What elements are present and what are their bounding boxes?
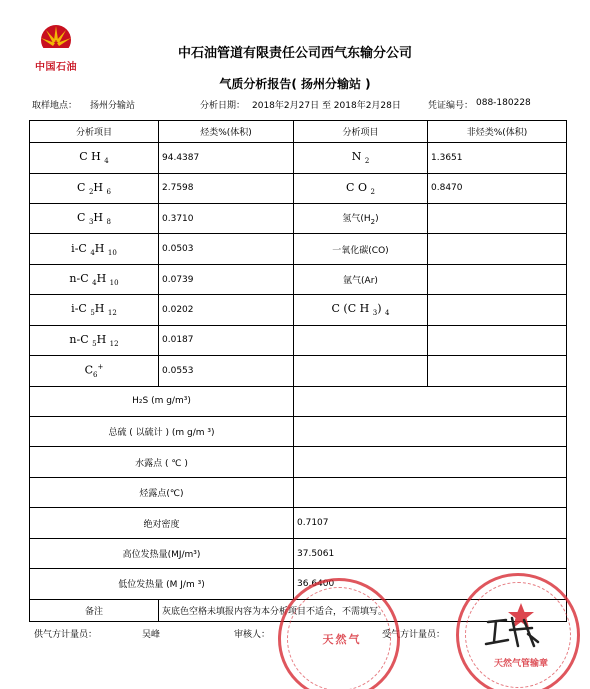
table-row	[30, 417, 567, 447]
table-row	[30, 203, 567, 233]
location-value: 扬州分输站	[90, 101, 136, 111]
table-header-row	[30, 121, 567, 143]
component-h2: 氢气$(H_2)$	[294, 203, 428, 233]
value-c6plus: 0.0553	[159, 356, 294, 386]
h2-label: 氢气(H	[342, 214, 371, 225]
value-n2: 1.3651	[428, 143, 567, 173]
analysis-table	[29, 120, 567, 622]
value-c3h8: 0.3710	[159, 203, 294, 233]
location-label: 取样地点：	[32, 101, 78, 111]
value-net-calorific: 36.6400	[294, 569, 567, 599]
component-nc4h10: n-C $_4$H $_{10}$	[30, 264, 159, 294]
component-c6plus: $C_6^+$	[30, 356, 159, 386]
value-water-dew-point	[294, 447, 567, 477]
value-total-sulfur	[294, 417, 567, 447]
component-ic5h12: i-C $_5$H $_{12}$	[30, 295, 159, 325]
component-c3h8: C $_3$H $_8$	[30, 203, 159, 233]
empty-cell	[294, 356, 428, 386]
table-row	[30, 143, 567, 173]
property-water-dew-point: 水露点 ( ℃ )	[30, 447, 294, 477]
table-row	[30, 264, 567, 294]
supplier-label: 供气方计量员：	[34, 630, 98, 640]
component-ic4h10: i-C $_4$H $_{10}$	[30, 234, 159, 264]
property-net-calorific: 低位发热量 (M J/m ³)	[30, 569, 294, 599]
table-row	[30, 325, 567, 355]
table-row	[30, 569, 567, 599]
value-cch3	[428, 295, 567, 325]
voucher-value: 088-180228	[476, 98, 531, 108]
value-h2	[428, 203, 567, 233]
component-co: 一氧化碳(CO)	[294, 234, 428, 264]
table-row	[30, 477, 567, 507]
reviewer-label: 审核人：	[234, 630, 271, 640]
property-total-sulfur: 总硫 ( 以硫计 ) (m g/m ³)	[30, 417, 294, 447]
property-gross-calorific: 高位发热量(MJ/m³)	[30, 538, 294, 568]
value-nc5h12: 0.0187	[159, 325, 294, 355]
value-ic5h12: 0.0202	[159, 295, 294, 325]
empty-cell	[428, 356, 567, 386]
col-header: 烃类%(体积)	[159, 121, 294, 143]
value-ar	[428, 264, 567, 294]
voucher-label: 凭证编号：	[428, 101, 474, 111]
table-row	[30, 173, 567, 203]
component-co2: C O $_2$	[294, 173, 428, 203]
value-ic4h10: 0.0503	[159, 234, 294, 264]
table-row	[30, 447, 567, 477]
component-c2h6: C $_2$H $_6$	[30, 173, 159, 203]
stamp-left-text: 天然气	[322, 633, 362, 646]
empty-cell	[428, 325, 567, 355]
receiver-label: 受气方计量员：	[382, 630, 446, 640]
col-header: 分析项目	[30, 121, 159, 143]
logo-text: 中国石油	[35, 62, 77, 73]
remark-label: 备注	[30, 599, 159, 621]
date-value: 2018年2月27日 至 2018年2月28日	[252, 101, 401, 111]
value-nc4h10: 0.0739	[159, 264, 294, 294]
report-title: 气质分析报告( 扬州分输站 )	[219, 77, 371, 91]
stamp-right-text: 天然气管输章	[493, 659, 548, 669]
table-row	[30, 295, 567, 325]
component-nc5h12: n-C $_5$H $_{12}$	[30, 325, 159, 355]
col-header: 非烃类%(体积)	[428, 121, 567, 143]
report-meta	[30, 98, 565, 112]
table-row	[30, 538, 567, 568]
property-h2s: H₂S (m g/m³)	[30, 386, 294, 416]
table-row	[30, 386, 567, 416]
table-row	[30, 356, 567, 386]
supplier-name: 吴峰	[142, 630, 161, 640]
component-cch3: C (C H $_3$) $_4$	[294, 295, 428, 325]
value-gross-calorific: 37.5061	[294, 538, 567, 568]
value-hc-dew-point	[294, 477, 567, 507]
value-co	[428, 234, 567, 264]
value-h2s	[294, 386, 567, 416]
property-hc-dew-point: 烃露点(℃)	[30, 477, 294, 507]
property-density: 绝对密度	[30, 508, 294, 538]
value-ch4: 94.4387	[159, 143, 294, 173]
handwritten-signature	[482, 612, 542, 652]
empty-cell	[294, 325, 428, 355]
table-row	[30, 234, 567, 264]
col-header: 分析项目	[294, 121, 428, 143]
table-row	[30, 508, 567, 538]
component-ch4: C H $_4$	[30, 143, 159, 173]
remark-text: 灰底色空格未填报内容为本分析项目不适合，不需填写。	[159, 599, 567, 621]
date-label: 分析日期：	[200, 101, 246, 111]
company-name: 中石油管道有限责任公司西气东输分公司	[177, 46, 412, 61]
component-ar: 氩气(Ar)	[294, 264, 428, 294]
value-co2: 0.8470	[428, 173, 567, 203]
value-density: 0.7107	[294, 508, 567, 538]
value-c2h6: 2.7598	[159, 173, 294, 203]
component-n2: N $_2$	[294, 143, 428, 173]
